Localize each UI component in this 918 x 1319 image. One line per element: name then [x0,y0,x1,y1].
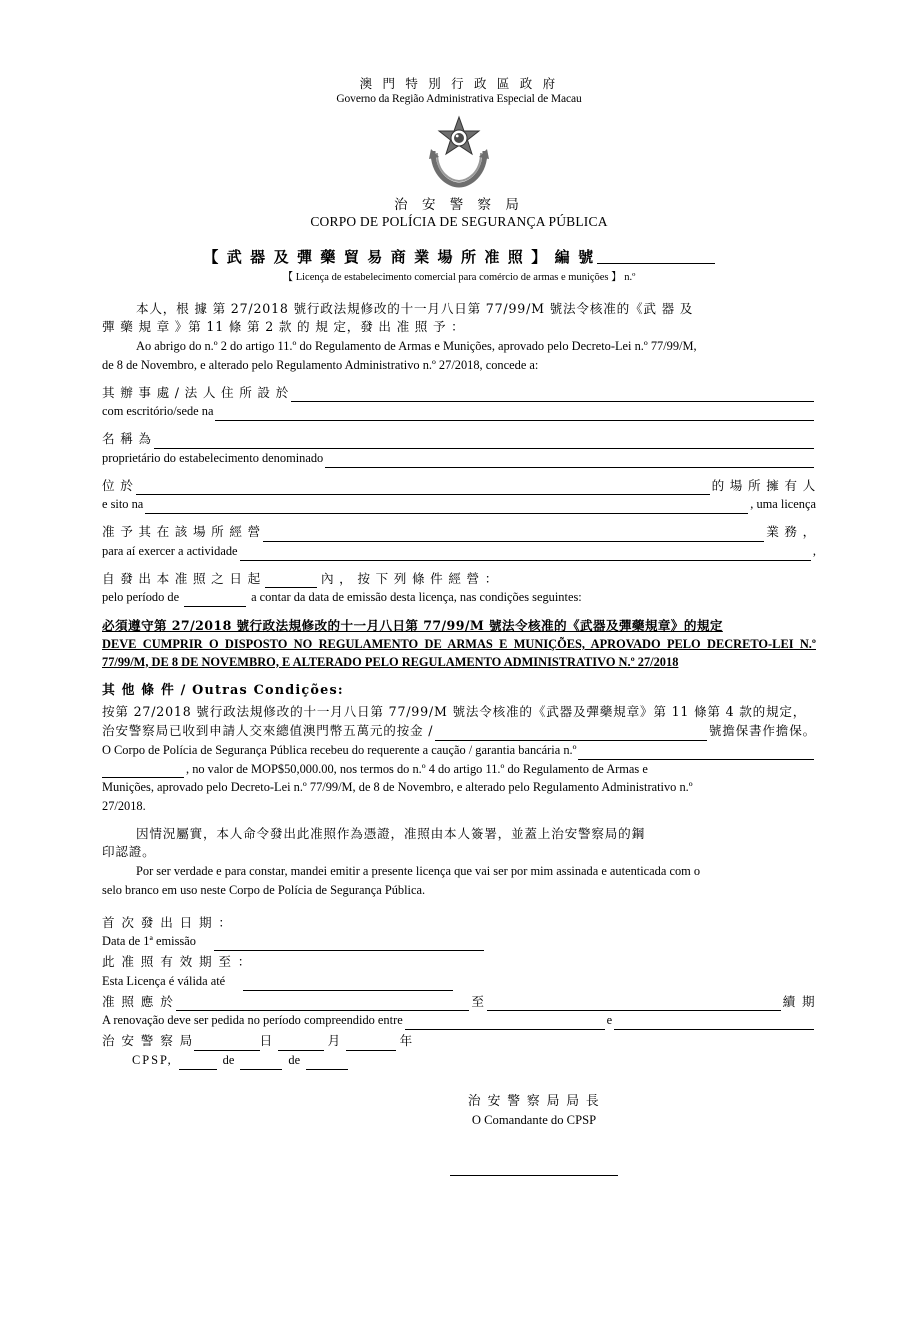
activity-label-pt: para aí exercer a actividade [102,543,238,558]
activity-label-cn: 准 予 其 在 該 場 所 經 營 [102,524,261,540]
office-label-cn: 其 辦 事 處 / 法 人 住 所 設 於 [102,384,290,400]
attestation-pt-line2: selo branco em uso neste Corpo de Polícia de Segurança Pública. [102,882,426,897]
renewal-tail-cn: 續 期 [782,993,816,1009]
page-title [102,246,816,267]
signature-line[interactable] [450,1174,618,1176]
field-cpsp-date [102,1032,816,1070]
intro-pt-line2: de 8 de Novembro, e alterado pelo Regulamento Administrativo n.º 27/2018, concede a: [102,357,539,372]
renewal-mid-cn: 至 [471,993,486,1009]
force-title-chinese: 治 安 警 察 局 [394,196,524,213]
signature-title-cn: 治 安 警 察 局 局 長 [467,1093,601,1109]
field-valid-until [102,953,816,991]
period-label-cn: 自 發 出 本 准 照 之 日 起 [102,570,261,586]
location-input-pt[interactable] [145,501,748,514]
renewal-label-cn: 准 照 應 於 [102,993,175,1009]
intro-pt-line1: Ao abrigo do n.º 2 do artigo 11.º do Regulamento de Armas e Munições, aprovado pelo Decreto-Lei n.º 77/99/M, [136,339,697,354]
other-cond-cn-line2b: 號擔保書作擔保。 [708,723,816,739]
field-location [102,477,816,515]
force-title-portuguese: CORPO DE POLÍCIA DE SEGURANÇA PÚBLICA [310,213,608,229]
other-cond-pt-line4: 27/2018. [102,798,146,813]
first-issue-label-pt: Data de 1ª emissão [102,934,196,949]
other-conditions-body [102,703,816,815]
other-cond-cn-line2a: 治安警察局已收到申請人交來總值澳門幣五萬元的按金 / [102,723,434,739]
location-label-cn: 位 於 [102,477,134,493]
cpsp-label-pt: CPSP, [132,1052,173,1067]
office-input-cn[interactable] [291,389,814,402]
renewal-to-input-cn[interactable] [487,998,780,1011]
period-tail-cn: 內 ， 按 下 列 條 件 經 營 ： [320,570,499,586]
name-label-cn: 名 稱 為 [102,431,152,447]
name-input-pt[interactable] [325,455,814,468]
renewal-mid-pt: e [606,1013,613,1028]
other-cond-pt-line1: O Corpo de Polícia de Segurança Pública recebeu do requerente a caução / garantia bancária n.º [102,743,577,758]
cpsp-year-input-pt[interactable] [306,1057,348,1070]
valid-until-label-pt: Esta Licença é válida até [102,973,226,988]
renewal-label-pt: A renovação deve ser pedida no período compreendido entre [102,1013,403,1028]
cpsp-de-1: de [222,1052,235,1067]
period-tail-pt: a contar da data de emissão desta licença, nas condições seguintes: [251,590,582,605]
period-input-pt[interactable] [184,594,246,607]
renewal-from-input-cn[interactable] [176,998,469,1011]
cpsp-day-input-pt[interactable] [179,1057,217,1070]
document-header [102,76,816,230]
page-title-portuguese: 【 Licença de estabelecimento comercial para comércio de armas e munições 】 n.º [282,271,636,283]
cpsp-month-input-pt[interactable] [240,1057,282,1070]
field-period [102,570,816,608]
period-label-pt: pelo período de [102,590,180,605]
cpsp-year-input-cn[interactable] [346,1038,396,1051]
location-tail-cn: 的 場 所 擁 有 人 [711,477,816,493]
office-label-pt: com escritório/sede na [102,404,214,419]
attestation-cn-line2: 印認證。 [102,844,156,860]
activity-tail-pt: , [812,543,816,558]
page-title-chinese: 【 武 器 及 彈 藥 貿 易 商 業 場 所 准 照 】 編 號 [203,247,595,266]
field-renewal [102,993,816,1031]
period-input-cn[interactable] [265,575,317,588]
cpsp-day-input-cn[interactable] [194,1038,260,1051]
government-title-portuguese: Governo da Região Administrativa Especial de Macau [336,92,582,105]
cpsp-day-cn: 日 [259,1033,274,1049]
name-input-cn[interactable] [154,436,814,449]
regulation-pt: DEVE CUMPRIR O DISPOSTO NO REGULAMENTO DE ARMAS E MUNIÇÕES, APROVADO PELO DECRETO-LEI N.º 77/99/M, DE 8 DE NOVEMBRO, E ALTERADO PELO REGULAMENTO ADMINISTRATIVO N.º 27/2018 [102,636,816,669]
location-tail-pt: , uma licença [750,497,816,512]
renewal-from-input-pt[interactable] [405,1017,605,1030]
first-issue-input[interactable] [214,938,484,951]
government-title-chinese: 澳 門 特 別 行 政 區 政 府 [359,76,559,91]
first-issue-label-cn: 首 次 發 出 日 期 ： [102,914,233,930]
cpsp-de-2: de [288,1052,301,1067]
location-label-pt: e sito na [102,497,144,512]
activity-tail-cn: 業 務 ， [766,524,816,540]
cpsp-emblem-icon [413,113,505,191]
cpsp-month-input-cn[interactable] [278,1038,324,1051]
signature-title-pt: O Comandante do CPSP [471,1112,597,1127]
other-conditions-heading: 其 他 條 件 / Outras Condições: [102,683,344,699]
licence-number-blank[interactable] [597,250,715,264]
field-activity [102,523,816,561]
other-cond-pt-line3: Munições, aprovado pelo Decreto-Lei n.º 77/99/M, de 8 de Novembro, e alterado pelo Regulamento Administrativo n.º [102,780,693,795]
document-body [102,300,816,1176]
guarantee-number-input-pt-cont[interactable] [102,765,184,778]
name-label-pt: proprietário do estabelecimento denominado [102,450,324,465]
guarantee-number-input-pt[interactable] [578,747,814,760]
regulation-cn: 必須遵守第 27/2018 號行政法規修改的十一月八日第 77/99/M 號法令核准的《武器及彈藥規章》的規定 [102,618,723,634]
cpsp-label-cn: 治 安 警 察 局 [102,1033,194,1049]
activity-input-pt[interactable] [240,548,811,561]
attestation-cn-line1: 因情況屬實，本人命令發出此准照作為憑證，准照由本人簽署，並蓋上治安警察局的鋼 [136,825,645,841]
other-cond-cn-line1: 按第 27/2018 號行政法規修改的十一月八日第 77/99/M 號法令核准的《武器及彈藥規章》第 11 條第 4 款的規定， [102,704,807,720]
field-office [102,384,816,422]
intro-cn-line1: 本人，根 據 第 27/2018 號行政法規修改的十一月八日第 77/99/M 號法令核准的《武 器 及 [136,300,694,316]
renewal-to-input-pt[interactable] [614,1017,814,1030]
valid-until-input[interactable] [243,978,453,991]
activity-input-cn[interactable] [263,529,764,542]
guarantee-number-input-cn[interactable] [435,728,707,741]
signature-block [102,1092,816,1176]
office-input-pt[interactable] [215,408,814,421]
field-name [102,430,816,468]
valid-until-label-cn: 此 准 照 有 效 期 至 ： [102,954,252,970]
intro-paragraph [102,300,816,375]
attestation-pt-line1: Por ser verdade e para constar, mandei emitir a presente licença que vai ser por mim assinada e autenticada com o [136,864,701,879]
location-input-cn[interactable] [136,482,710,495]
cpsp-month-cn: 月 [327,1033,342,1049]
intro-cn-line2: 彈 藥 規 章 》第 11 條 第 2 款 的 規 定，發 出 准 照 予 ： [102,319,465,335]
cpsp-year-cn: 年 [399,1033,414,1049]
other-cond-pt-line2: , no valor de MOP$50,000.00, nos termos do n.º 4 do artigo 11.º do Regulamento de Armas e [186,761,648,776]
attestation-paragraph [102,825,816,900]
field-first-issue [102,914,816,952]
regulation-block [102,617,816,671]
footer-fields [102,914,816,1070]
